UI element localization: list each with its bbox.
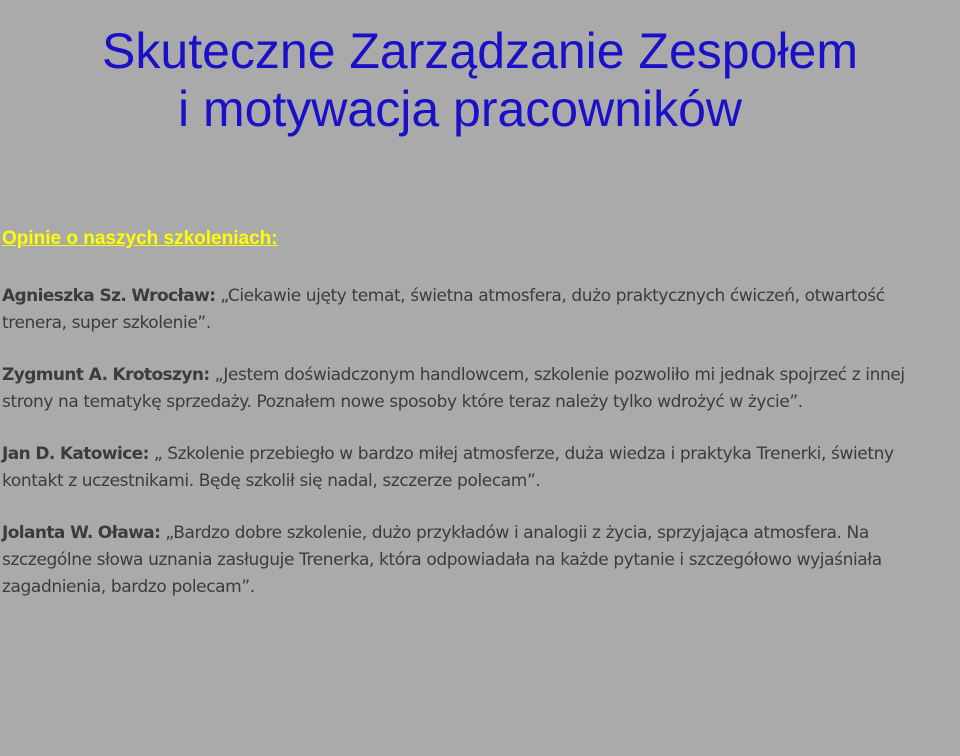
review-text: „ Szkolenie przebiegło w bardzo miłej atmosferze, duża wiedza i praktyka Trenerki, świetny kontakt z uczestnikami. Będę szkolił się nadal, szczerze polecam”. [2,444,894,491]
review-item [2,520,952,601]
review-author: Jan D. [2,444,55,464]
review-author: Agnieszka Sz. [2,286,127,306]
review-item [2,362,952,416]
review-text: „Ciekawie ujęty temat, świetna atmosfera, dużo praktycznych ćwiczeń, otwartość trenera, super szkolenie”. [2,286,885,333]
review-text: „Bardzo dobre szkolenie, dużo przykładów i analogii z życia, sprzyjająca atmosfera. Na szczególne słowa uznania zasługuje Trenerka, która odpowiadała na każde pytanie i szczegółowo wyjaśniała zagadnienia, bardzo polecam”. [2,523,882,597]
title-line-1: Skuteczne Zarządzanie Zespołem [102,23,858,79]
review-item [2,283,952,337]
review-text: „Jestem doświadczonym handlowcem, szkolenie pozwoliło mi jednak spojrzeć z innej strony na tematykę sprzedaży. Poznałem nowe sposoby które teraz należy tylko wdrożyć w życie”. [2,365,905,412]
review-city: Wrocław: [131,286,216,306]
section-heading: Opinie o naszych szkoleniach: [2,228,278,249]
review-city: Krotoszyn: [112,365,210,385]
review-city: Oława: [97,523,161,543]
review-city: Katowice: [59,444,149,464]
title-line-2: i motywacja pracowników [177,81,743,137]
review-item [2,441,952,495]
review-author: Jolanta W. [2,523,93,543]
page-title [0,22,960,138]
review-author: Zygmunt A. [2,365,108,385]
reviews-list [2,283,952,626]
